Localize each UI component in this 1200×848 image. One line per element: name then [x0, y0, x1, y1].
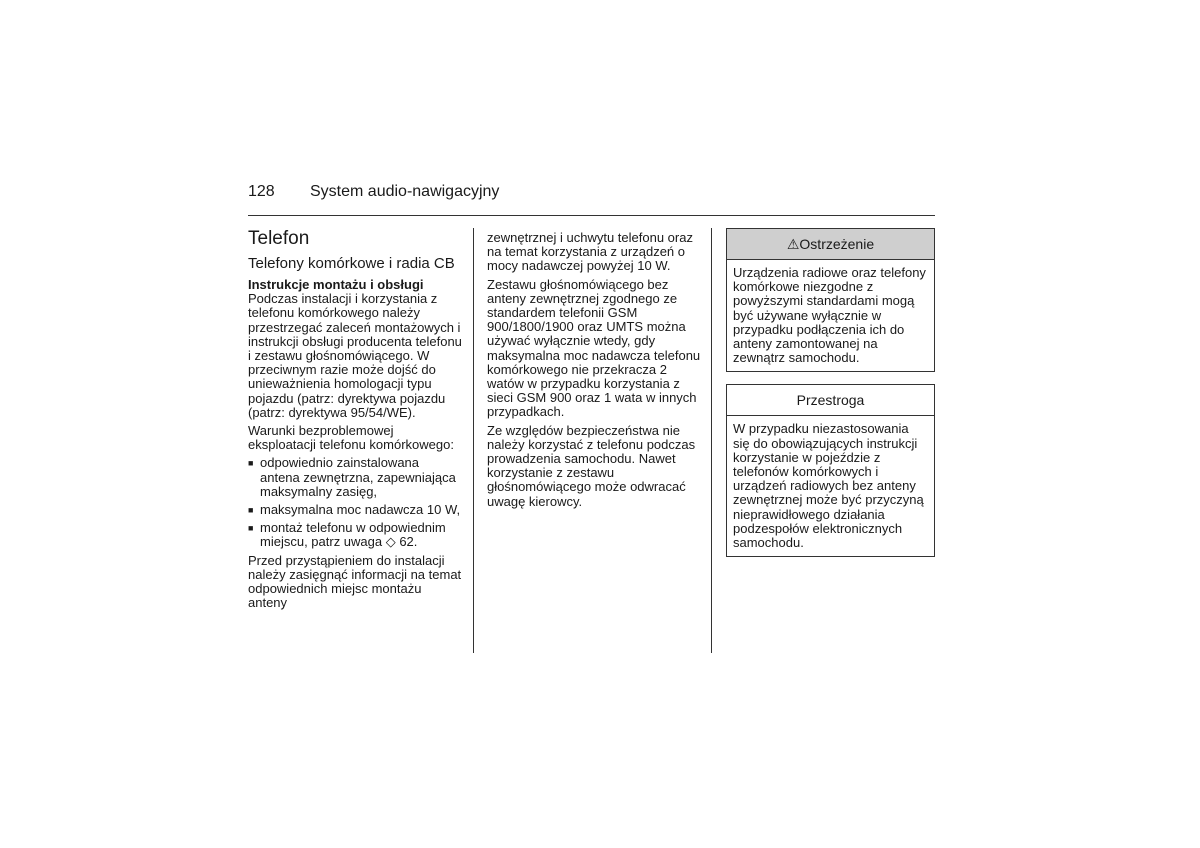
caution-box [726, 384, 935, 557]
column-divider [711, 228, 712, 653]
column-2 [487, 231, 701, 513]
column-3 [726, 228, 935, 569]
list-item: ■ montaż telefonu w odpowiednim miejscu, patrz uwaga ◇ 62. [248, 521, 462, 549]
column-divider [473, 228, 474, 653]
bullet-list [248, 456, 462, 549]
subheading: Instrukcje montażu i obsługi [248, 277, 424, 292]
warning-icon: ⚠ [786, 236, 800, 252]
section-title: System audio-nawigacyjny [310, 183, 500, 200]
warning-box-title [727, 229, 934, 260]
paragraph: zewnętrznej i uchwytu telefonu oraz na temat korzystania z urządzeń o mocy nadawczej powyżej 10 W. [487, 230, 693, 274]
warning-title: Ostrzeżenie [799, 236, 875, 252]
warning-text: Urządzenia radiowe oraz telefony komórkowe niezgodne z powyższymi standardami mogą być używane wyłącznie w przypadku podłączenia ich do anteny zamontowanej na zewnątrz samochodu. [733, 265, 926, 366]
section-subtitle: Telefony komórkowe i radia CB [248, 255, 455, 272]
page-title: Telefon [248, 228, 310, 249]
paragraph: Przed przystąpieniem do instalacji należy zasięgnąć informacji na temat odpowiednich miejsc montażu anteny [248, 552, 462, 611]
paragraph: Zestawu głośnomówiącego bez anteny zewnętrznej zgodnego ze standardem telefonii GSM 900/1800/1900 oraz UMTS można używać wyłącznie wtedy, gdy maksymalna moc nadawcza telefonu komórkowego nie przekracza 2 watów w przypadku korzystania z sieci GSM 900 oraz 1 wata w innych przypadkach. [487, 276, 701, 420]
list-item: ■ odpowiednio zainstalowana antena zewnętrzna, zapewniająca maksymalny zasięg, [248, 456, 462, 499]
warning-box [726, 228, 935, 372]
caution-title: Przestroga [727, 385, 934, 416]
header-rule [248, 215, 935, 216]
caution-text: W przypadku niezastosowania się do obowiązujących instrukcji korzystanie w pojeździe z telefonów komórkowych i urządzeń radiowych bez anteny zewnętrznej może być przyczyną nieprawidłowego działania podzespołów elektronicznych samochodu. [733, 421, 924, 551]
page-number: 128 [248, 183, 275, 200]
paragraph: Podczas instalacji i korzystania z telefonu komórkowego należy przestrzegać zaleceń montażowych i instrukcji obsługi producenta telefonu i zestawu głośnomówiącego. W przeciwnym razie może dojść do unieważnienia homologacji typu pojazdu (patrz: dyrektywa pojazdu (patrz: dyrektywa 95/54/WE). [248, 291, 462, 420]
page-header [248, 183, 499, 201]
list-item: ■ maksymalna moc nadawcza 10 W, [248, 503, 462, 517]
column-1 [248, 228, 462, 614]
paragraph: Warunki bezproblemowej eksploatacji telefonu komórkowego: [248, 423, 454, 453]
paragraph: Ze względów bezpieczeństwa nie należy korzystać z telefonu podczas prowadzenia samochodu. Nawet korzystanie z zestawu głośnomówiącego może odwracać uwagę kierowcy. [487, 422, 696, 509]
